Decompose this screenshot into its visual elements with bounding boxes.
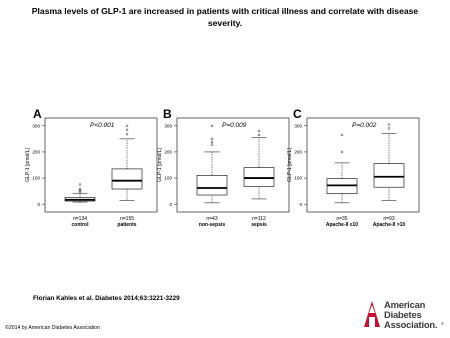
outlier-point <box>211 141 213 143</box>
p-value: P<0.001 <box>90 122 115 129</box>
category-label: Apache-II ≤10 <box>325 222 359 228</box>
group-count: n=43 <box>206 216 218 222</box>
ada-logo-line-3: Association. <box>384 319 438 330</box>
ada-logo-line-1: American <box>384 299 426 310</box>
y-tick-label: 200 <box>294 149 302 155</box>
outlier-point <box>388 124 390 126</box>
category-label: control <box>71 222 89 228</box>
p-value: P=0.002 <box>352 122 377 129</box>
y-tick-label: 100 <box>32 175 40 181</box>
y-tick-label: 0 <box>37 201 40 207</box>
outlier-point <box>388 127 390 129</box>
slide-title: Plasma levels of GLP-1 are increased in patients with critical illness and correlate with disease severity. <box>31 6 419 28</box>
plot-frame <box>177 118 289 212</box>
outlier-point <box>341 134 343 136</box>
y-tick-label: 300 <box>294 123 302 129</box>
ada-logo <box>362 296 446 334</box>
y-tick-label: 100 <box>164 175 172 181</box>
group-count: n=93 <box>383 216 395 222</box>
category-label: non-sepsis <box>198 222 226 228</box>
outlier-point <box>258 130 260 132</box>
y-tick-label: 0 <box>169 201 172 207</box>
panel-label: B <box>163 107 172 121</box>
y-axis-label: GLP-1 [pmol/L] <box>25 148 31 182</box>
y-tick-label: 300 <box>164 123 172 129</box>
category-label: sepsis <box>251 222 267 228</box>
outlier-point <box>126 133 128 135</box>
group-count: n=35 <box>336 216 348 222</box>
y-axis-label: GLP-1 [pmol/L] <box>287 148 293 182</box>
y-axis-label: GLP-1 [pmol/L] <box>157 148 163 182</box>
category-label: Apache-II >10 <box>372 222 406 228</box>
panel-label: C <box>293 107 302 121</box>
y-tick-label: 100 <box>294 175 302 181</box>
outlier-point <box>211 144 213 146</box>
ada-logo-text <box>384 300 437 330</box>
box-iqr <box>112 169 142 189</box>
y-tick-label: 200 <box>164 149 172 155</box>
ada-logo-mark-icon <box>362 299 382 329</box>
box-iqr <box>374 164 404 188</box>
citation: Florian Kahles et al. Diabetes 2014;63:3221-3229 <box>33 295 180 302</box>
y-tick-label: 0 <box>299 201 302 207</box>
y-tick-label: 200 <box>32 149 40 155</box>
ada-logo-line-2: Diabetes <box>384 309 422 320</box>
y-tick-label: 300 <box>32 123 40 129</box>
ada-logo-registered-mark: ® <box>441 321 444 326</box>
outlier-point <box>126 129 128 131</box>
outlier-point <box>258 134 260 136</box>
outlier-point <box>126 125 128 127</box>
panel-label: A <box>33 107 42 121</box>
box-iqr <box>197 175 227 195</box>
outlier-point <box>211 125 213 127</box>
group-count: n=155 <box>119 216 135 222</box>
copyright: ©2014 by American Diabetes Association <box>5 325 100 331</box>
p-value: P=0.009 <box>222 122 247 129</box>
group-count: n=134 <box>72 216 88 222</box>
category-label: patients <box>117 222 137 228</box>
outlier-point <box>341 151 343 153</box>
group-count: n=112 <box>252 216 266 222</box>
outlier-point <box>79 184 81 186</box>
outlier-point <box>211 138 213 140</box>
box-iqr <box>244 168 274 187</box>
plot-frame <box>45 118 157 212</box>
